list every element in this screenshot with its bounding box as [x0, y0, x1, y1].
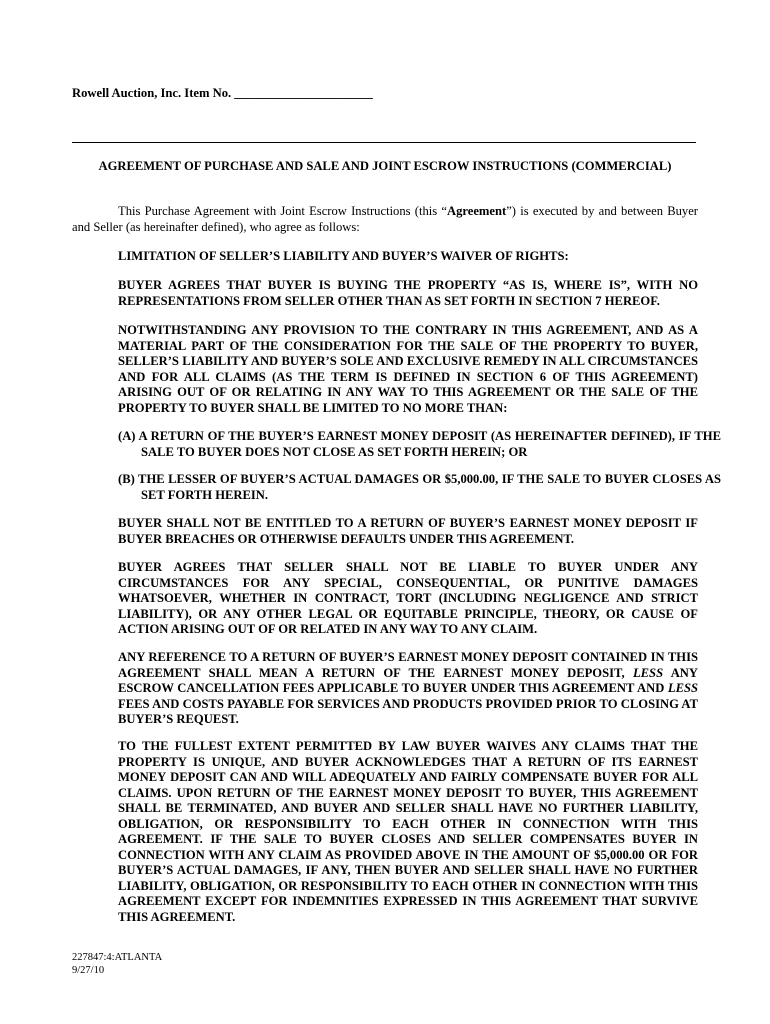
intro-text-after: ”) is executed by and between Buyer and Seller (as hereinafter defined), who agree as follows:	[72, 204, 698, 234]
less-term-2: LESS	[667, 681, 698, 695]
auction-item-line: Rowell Auction, Inc. Item No. ______________________	[72, 86, 373, 100]
document-footer	[72, 951, 162, 977]
damages-waiver-paragraph: BUYER AGREES THAT SELLER SHALL NOT BE LIABLE TO BUYER UNDER ANY CIRCUMSTANCES FOR ANY SPECIAL, CONSEQUENTIAL, OR PUNITIVE DAMAGES WHATSOEVER, WHETHER IN CONTRACT, TORT (INCLUDING NEGLIGENCE AND STRICT LIABILITY), OR ANY OTHER LEGAL OR EQUITABLE PRINCIPLE, THEORY, OR CAUSE OF ACTION ARISING OUT OF OR RELATED IN ANY WAY TO ANY CLAIM.	[118, 560, 698, 636]
liability-limit-paragraph: NOTWITHSTANDING ANY PROVISION TO THE CONTRARY IN THIS AGREEMENT, AND AS A MATERIAL PART OF THE CONSIDERATION FOR THE SALE OF THE PROPERTY TO BUYER, SELLER’S LIABILITY AND BUYER’S SOLE AND EXCLUSIVE REMEDY IN ALL CIRCUMSTANCES AND FOR ALL CLAIMS (AS THE TERM IS DEFINED IN SECTION 6 OF THIS AGREEMENT) ARISING OUT OF OR RELATING IN ANY WAY TO THIS AGREEMENT OR THE SALE OF THE PROPERTY TO BUYER SHALL BE LIMITED TO NO MORE THAN:	[118, 323, 698, 415]
remedy-item-a: (A) A RETURN OF THE BUYER’S EARNEST MONEY DEPOSIT (AS HEREINAFTER DEFINED), IF THE SALE TO BUYER DOES NOT CLOSE AS SET FORTH HEREIN; OR	[118, 429, 721, 459]
horizontal-rule	[72, 142, 696, 143]
document-date: 9/27/10	[72, 965, 105, 976]
less-term-1: LESS	[632, 665, 664, 680]
intro-defined-term: Agreement	[446, 204, 507, 218]
intro-paragraph	[72, 204, 698, 235]
claims-waiver-paragraph: TO THE FULLEST EXTENT PERMITTED BY LAW BUYER WAIVES ANY CLAIMS THAT THE PROPERTY IS UNIQUE, AND BUYER ACKNOWLEDGES THAT A RETURN OF ITS EARNEST MONEY DEPOSIT CAN AND WILL ADEQUATELY AND FAIRLY COMPENSATE BUYER FOR ALL CLAIMS. UPON RETURN OF THE EARNEST MONEY DEPOSIT TO BUYER, THIS AGREEMENT SHALL BE TERMINATED, AND BUYER AND SELLER SHALL HAVE NO FURTHER LIABILITY, OBLIGATION, OR RESPONSIBILITY TO EACH OTHER IN CONNECTION WITH THIS AGREEMENT. IF THE SALE TO BUYER CLOSES AND SELLER COMPENSATES BUYER IN CONNECTION WITH ANY CLAIM AS PROVIDED ABOVE IN THE AMOUNT OF $5,000.00 OR FOR BUYER’S ACTUAL DAMAGES, IF ANY, THEN BUYER AND SELLER SHALL HAVE NO FURTHER LIABILITY, OBLIGATION, OR RESPONSIBILITY TO EACH OTHER IN CONNECTION WITH THIS AGREEMENT EXCEPT FOR INDEMNITIES EXPRESSED IN THIS AGREEMENT THAT SURVIVE THIS AGREEMENT.	[118, 739, 698, 924]
document-title: AGREEMENT OF PURCHASE AND SALE AND JOINT ESCROW INSTRUCTIONS (COMMERCIAL)	[98, 159, 672, 173]
as-is-paragraph: BUYER AGREES THAT BUYER IS BUYING THE PROPERTY “AS IS, WHERE IS”, WITH NO REPRESENTATIONS FROM SELLER OTHER THAN AS SET FORTH IN SECTION 7 HEREOF.	[118, 278, 698, 308]
p5-part-2: ANY ESCROW CANCELLATION FEES APPLICABLE TO BUYER UNDER THIS AGREEMENT AND	[118, 665, 698, 695]
p5-part-1: ANY REFERENCE TO A RETURN OF BUYER’S EARNEST MONEY DEPOSIT CONTAINED IN THIS AGREEMENT SHALL MEAN A RETURN OF THE EARNEST MONEY DEPOSIT,	[118, 650, 698, 680]
document-id: 227847:4:ATLANTA	[72, 952, 163, 963]
section-heading: LIMITATION OF SELLER’S LIABILITY AND BUYER’S WAIVER OF RIGHTS:	[118, 249, 569, 263]
intro-text-before: This Purchase Agreement with Joint Escrow Instructions (this “	[118, 204, 447, 218]
deposit-forfeit-paragraph: BUYER SHALL NOT BE ENTITLED TO A RETURN OF BUYER’S EARNEST MONEY DEPOSIT IF BUYER BREACHES OR OTHERWISE DEFAULTS UNDER THIS AGREEMENT.	[118, 516, 698, 546]
deposit-reference-paragraph	[118, 650, 698, 728]
p5-part-3: FEES AND COSTS PAYABLE FOR SERVICES AND PRODUCTS PROVIDED PRIOR TO CLOSING AT BUYER’S REQUEST.	[118, 696, 698, 726]
remedy-item-b: (B) THE LESSER OF BUYER’S ACTUAL DAMAGES OR $5,000.00, IF THE SALE TO BUYER CLOSES AS SET FORTH HEREIN.	[118, 472, 721, 502]
